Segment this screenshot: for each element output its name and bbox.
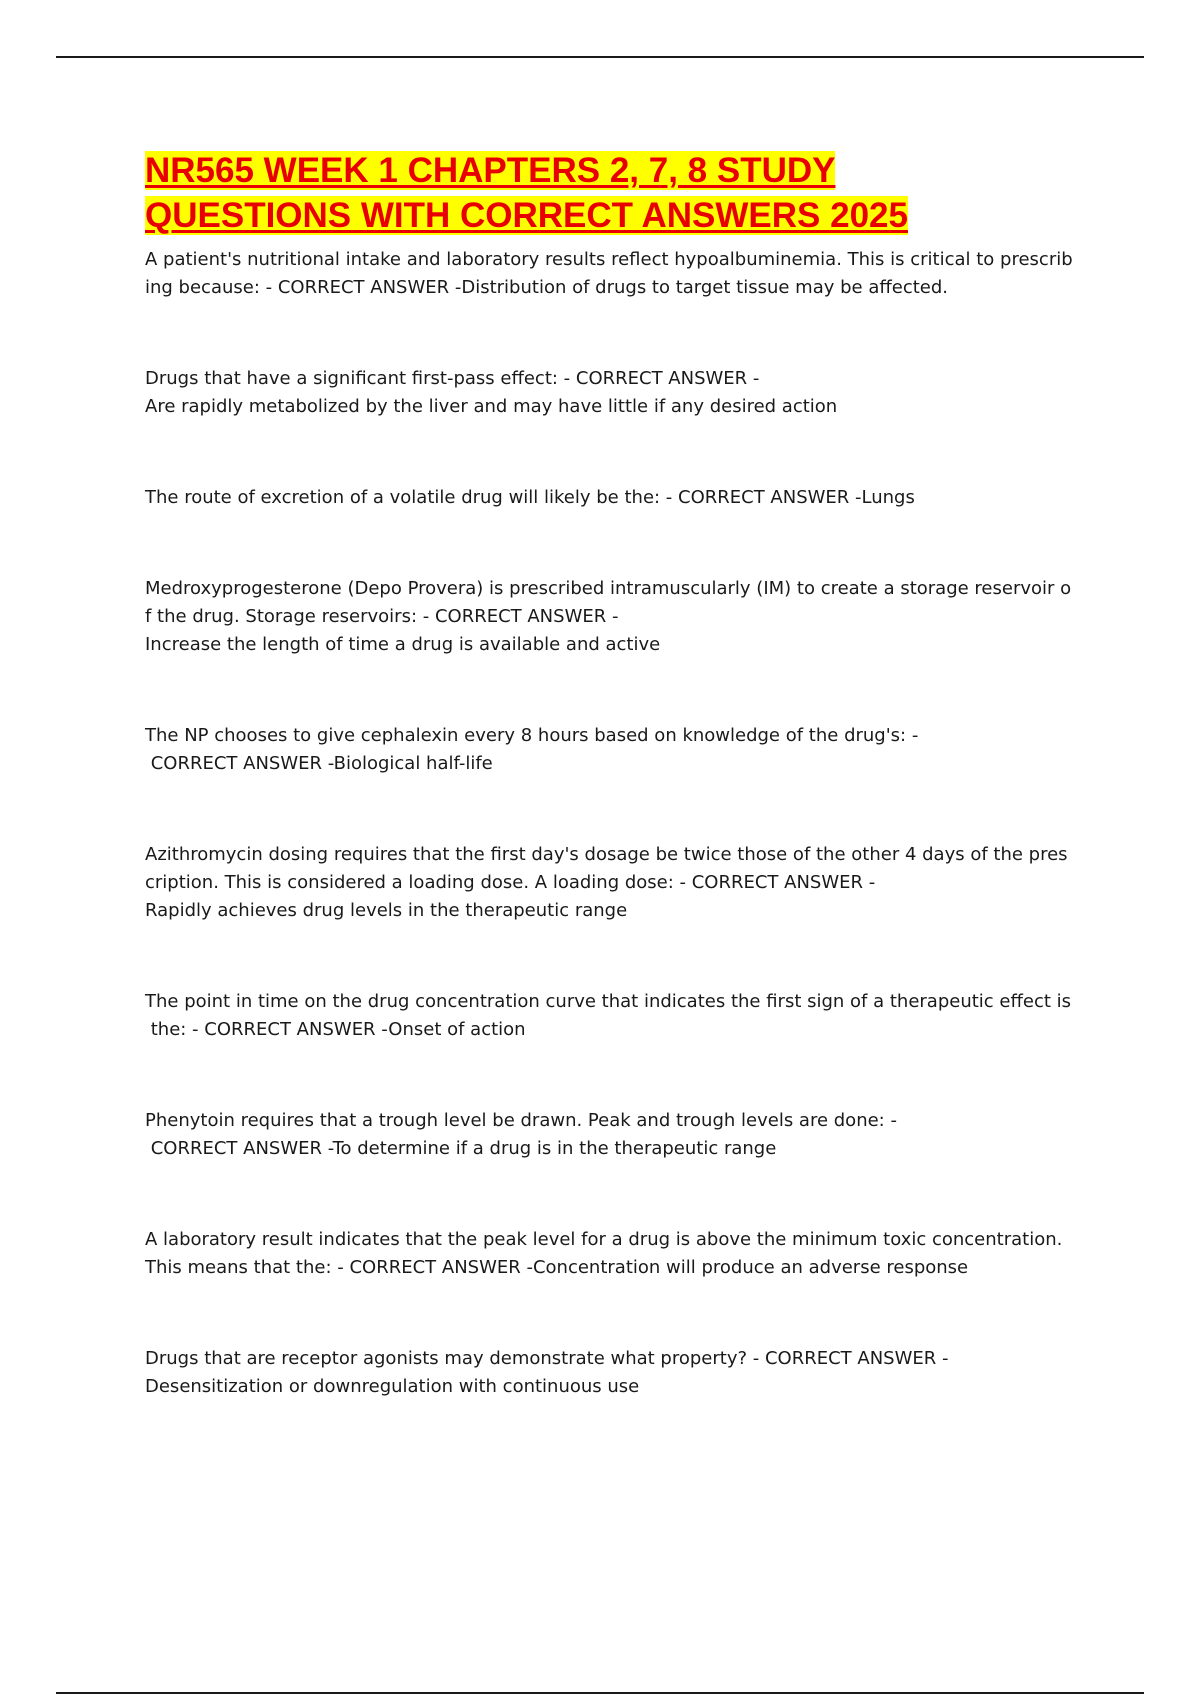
qa-item-2: Drugs that have a significant first-pass effect: - CORRECT ANSWER - Are rapidly metabolized by the liver and may have little if any desired action xyxy=(145,368,838,417)
qa-item-5: The NP chooses to give cephalexin every 8 hours based on knowledge of the drug's: - CORRECT ANSWER -Biological half-life xyxy=(145,725,919,774)
qa-item-10: Drugs that are receptor agonists may demonstrate what property? - CORRECT ANSWER - Desensitization or downregulation with continuous use xyxy=(145,1348,949,1397)
title-line-2: QUESTIONS WITH CORRECT ANSWERS 2025 xyxy=(145,196,908,235)
qa-item-7: The point in time on the drug concentration curve that indicates the first sign of a therapeutic effect is the: - CORRECT ANSWER -Onset of action xyxy=(145,991,1072,1040)
document-title xyxy=(145,148,1090,238)
spacer xyxy=(145,512,1090,575)
spacer xyxy=(145,1163,1090,1226)
title-line-1: NR565 WEEK 1 CHAPTERS 2, 7, 8 STUDY xyxy=(145,151,836,190)
spacer xyxy=(145,1044,1090,1107)
spacer xyxy=(145,302,1090,365)
qa-item-3: The route of excretion of a volatile drug will likely be the: - CORRECT ANSWER -Lungs xyxy=(145,487,915,508)
qa-item-4: Medroxyprogesterone (Depo Provera) is prescribed intramuscularly (IM) to create a storage reservoir o f the drug. Storage reservoirs: - CORRECT ANSWER - Increase the length of time a drug is available and active xyxy=(145,578,1072,655)
spacer xyxy=(145,421,1090,484)
qa-item-8: Phenytoin requires that a trough level be drawn. Peak and trough levels are done: - CORRECT ANSWER -To determine if a drug is in the therapeutic range xyxy=(145,1110,897,1159)
top-rule xyxy=(56,56,1144,58)
spacer xyxy=(145,778,1090,841)
qa-item-1: A patient's nutritional intake and laboratory results reflect hypoalbuminemia. This is critical to prescrib ing because: - CORRECT ANSWER -Distribution of drugs to target tissue may be affected. xyxy=(145,249,1073,298)
qa-item-9: A laboratory result indicates that the peak level for a drug is above the minimum toxic concentration. This means that the: - CORRECT ANSWER -Concentration will produce an adverse response xyxy=(145,1229,1063,1278)
spacer xyxy=(145,925,1090,988)
bottom-rule xyxy=(56,1692,1144,1694)
document-body xyxy=(145,148,1090,1401)
qa-item-6: Azithromycin dosing requires that the first day's dosage be twice those of the other 4 days of the pres cription. This is considered a loading dose. A loading dose: - CORRECT ANSWER - Rapidly achieves drug levels in the therapeutic range xyxy=(145,844,1068,921)
spacer xyxy=(145,659,1090,722)
spacer xyxy=(145,1282,1090,1345)
